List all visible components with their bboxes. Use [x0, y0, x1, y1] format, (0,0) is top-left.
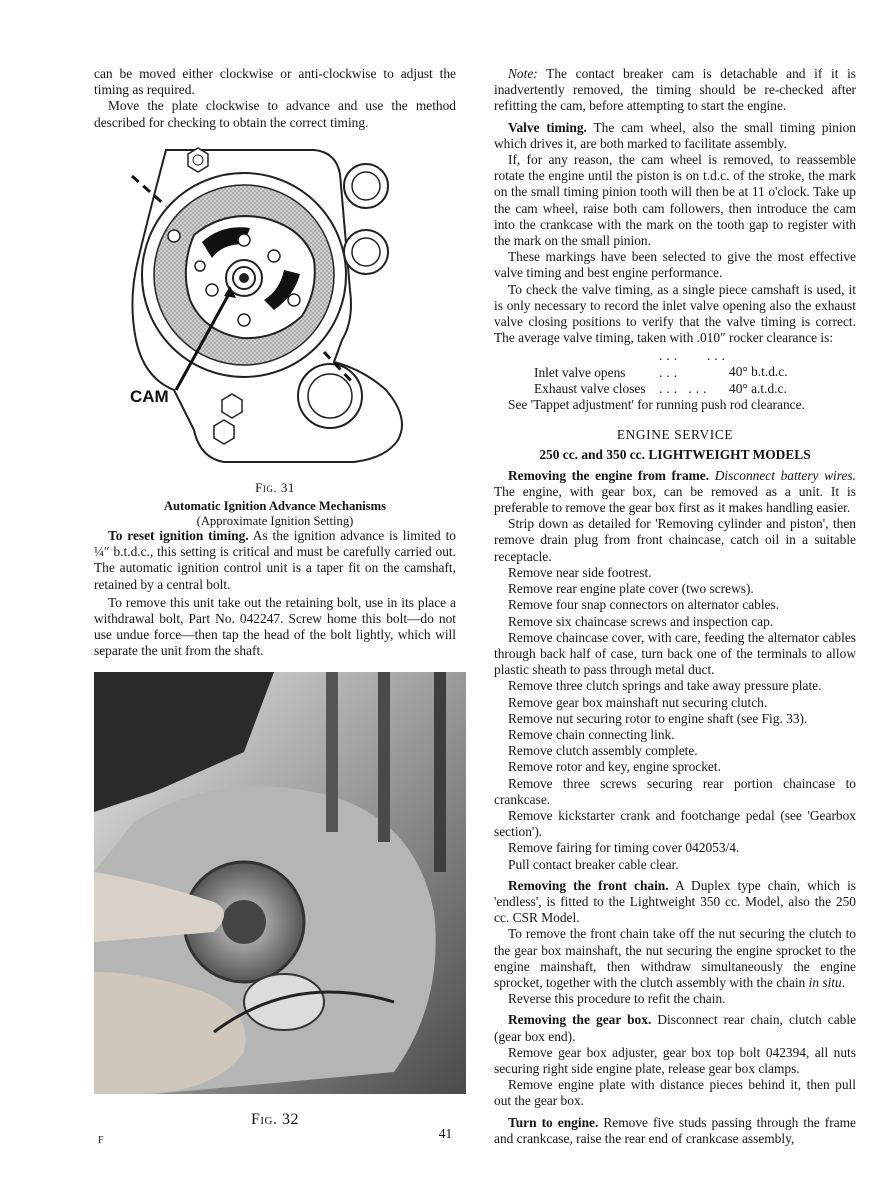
timing-value: 40° a.t.d.c.: [729, 380, 787, 396]
list-item: Remove three clutch springs and take away pressure plate.: [508, 678, 822, 694]
removing-engine-lead: Removing the engine from frame.: [508, 467, 710, 483]
list-item: Remove six chaincase screws and inspection cap.: [508, 613, 774, 629]
reset-timing-text-a: As the ignition advance is limited to: [248, 528, 456, 543]
list-item: Pull contact breaker cable clear.: [508, 856, 679, 872]
list-item: Remove rotor and key, engine sprocket.: [508, 759, 721, 775]
front-chain-text: A Duplex type chain, which is 'endless', is fitted to the Lightweight 350 cc. Model, also the 250 cc. CSR Model.: [494, 877, 856, 926]
cam-wheel-paragraph: If, for any reason, the cam wheel is removed, to reassemble rotate the engine until the piston is on t.d.c. of the stroke, the mark on the small timing pinion tooth will then be at 11 o'clock. Take up the cam wheel, raise both cam followers, then introduce the cam into the crankcase with the mark on the tooth gap to register with the mark on the small pinion.: [494, 152, 856, 249]
timing-row: [494, 381, 856, 397]
note-lead: Note:: [508, 66, 538, 81]
valve-timing-paragraph: [494, 120, 856, 152]
note-text: The contact breaker cam is detachable and if it is inadvertently removed, the timing should be re-checked after refitting the cam, before attempting to start the engine.: [494, 66, 856, 114]
list-item: Remove three screws securing rear portion chaincase to crankcase.: [494, 775, 856, 807]
front-chain-remove-emphasis: in situ: [808, 974, 842, 990]
gearbox-text: Disconnect rear chain, clutch cable (gear box end).: [494, 1012, 857, 1044]
list-item: Remove gear box mainshaft nut securing clutch.: [508, 694, 768, 710]
gearbox-adjuster-paragraph: Remove gear box adjuster, gear box top bolt 042394, all nuts securing right side engine plate, release gear box clamps.: [494, 1044, 856, 1076]
strip-down-paragraph: Strip down as detailed for 'Removing cylinder and piston', then remove drain plug from front chaincase, catch oil in a suitable receptacle.: [494, 516, 856, 564]
left-column-lower: [94, 528, 456, 660]
removing-engine-emphasis: Disconnect battery wires.: [714, 467, 856, 483]
fig32-number: Fig. 32: [250, 1111, 299, 1128]
note-paragraph: [494, 66, 856, 115]
list-item: Remove clutch assembly complete.: [508, 743, 698, 759]
front-chain-remove-b: .: [841, 974, 846, 990]
timing-dots: ... ...: [659, 380, 711, 396]
turn-to-engine-text: Remove five studs passing through the frame and crankcase, raise the rear end of crankcase assembly,: [494, 1114, 856, 1146]
list-item: Remove four snap connectors on alternator cables.: [508, 597, 780, 613]
check-timing-paragraph: To check the valve timing, as a single piece camshaft is used, it is only necessary to record the inlet valve opening also the exhaust valve closing positions to verify that the valve timing is correct. The average valve timing, taken with .010″ rocker clearance is:: [494, 281, 856, 346]
list-item: Remove nut securing rotor to engine shaft (see Fig. 33).: [508, 710, 808, 726]
reset-timing-lead: To reset ignition timing.: [108, 528, 249, 543]
removing-engine-paragraph: [494, 468, 856, 517]
timing-label: Exhaust valve closes: [534, 380, 646, 396]
gearbox-lead: Removing the gear box.: [508, 1012, 652, 1028]
front-chain-remove-a: To remove the front chain take off the nut securing the clutch to the gear box mainshaft, the nut securing the engine sprocket to the engine mainshaft, then withdraw simultaneously the engine sprocket, together with the clutch assembly with the chain: [494, 926, 856, 990]
section-subheading: 250 cc. and 350 cc. LIGHTWEIGHT MODELS: [539, 447, 811, 463]
fig31-ignition-diagram: [104, 140, 424, 480]
signature-mark: F: [98, 1135, 104, 1146]
list-item: Remove kickstarter crank and footchange pedal (see 'Gearbox section').: [494, 807, 856, 840]
timing-label: Inlet valve opens: [534, 364, 626, 380]
engine-plate-paragraph: Remove engine plate with distance pieces behind it, then pull out the gear box.: [494, 1077, 856, 1109]
reset-timing-paragraph: [94, 528, 456, 593]
list-item: Remove fairing for timing cover 042053/4.: [508, 840, 740, 856]
reverse-paragraph: Reverse this procedure to refit the chain.: [508, 991, 726, 1007]
left-paragraph-2: Move the plate clockwise to advance and use the method described for checking to obtain the correct timing.: [94, 98, 456, 130]
timing-dots: ... ... ...: [659, 348, 729, 380]
gearbox-paragraph: [494, 1012, 856, 1044]
removing-engine-text: The engine, with gear box, can be removed as a unit. It is preferable to remove the gear box first as it makes handling easier.: [494, 483, 856, 516]
front-chain-lead: Removing the front chain.: [508, 877, 669, 893]
list-item: Remove chaincase cover, with care, feeding the alternator cables through back half of case, turn back one of the terminals to allow plastic sheath to pass through metal duct.: [494, 629, 856, 678]
timing-row: [494, 348, 856, 380]
left-paragraph-1: can be moved either clockwise or anti-clockwise to adjust the timing as required.: [94, 66, 456, 98]
fig31-cam-label: CAM: [130, 387, 169, 406]
list-item: Remove rear engine plate cover (two screws).: [508, 581, 754, 597]
reset-timing-text-b: b.t.d.c., this setting is critical and must be carefully carried out. The automatic ignition control unit is a taper fit on the camshaft, retained by a central bolt.: [94, 544, 456, 592]
list-item: Remove near side footrest.: [508, 564, 652, 580]
fig32-photo: [94, 672, 466, 1094]
markings-paragraph: These markings have been selected to give the most effective valve timing and best engine performance.: [494, 249, 856, 281]
valve-timing-table: [494, 348, 856, 397]
fig31-subtitle: (Approximate Ignition Setting): [196, 514, 354, 528]
removal-steps-list: [494, 565, 856, 873]
timing-value: 40° b.t.d.c.: [729, 364, 788, 380]
remove-unit-paragraph: To remove this unit take out the retaining bolt, use in its place a withdrawal bolt, Part No. 042247. Screw home this bolt—do not use undue force—then tap the head of the bolt lightly, which will separate the unit from the shaft.: [94, 594, 456, 659]
reset-timing-fraction: ¼″: [94, 544, 110, 560]
section-heading: ENGINE SERVICE: [616, 427, 734, 443]
page-number: 41: [438, 1126, 453, 1141]
turn-to-engine-lead: Turn to engine.: [508, 1114, 599, 1130]
valve-timing-text: The cam wheel, also the small timing pinion which drives it, are both marked to facilitate assembly.: [494, 119, 856, 151]
left-column-top: [94, 66, 456, 131]
fig31-caption: [94, 480, 456, 529]
list-item: Remove chain connecting link.: [508, 726, 675, 742]
front-chain-remove-paragraph: [494, 926, 856, 991]
fig31-number: Fig. 31: [255, 480, 295, 495]
right-column: [494, 66, 856, 1147]
fig31-title: Automatic Ignition Advance Mechanisms: [163, 499, 387, 513]
front-chain-paragraph: [494, 878, 856, 927]
tappet-paragraph: See 'Tappet adjustment' for running push rod clearance.: [508, 397, 805, 413]
valve-timing-lead: Valve timing.: [508, 119, 587, 135]
